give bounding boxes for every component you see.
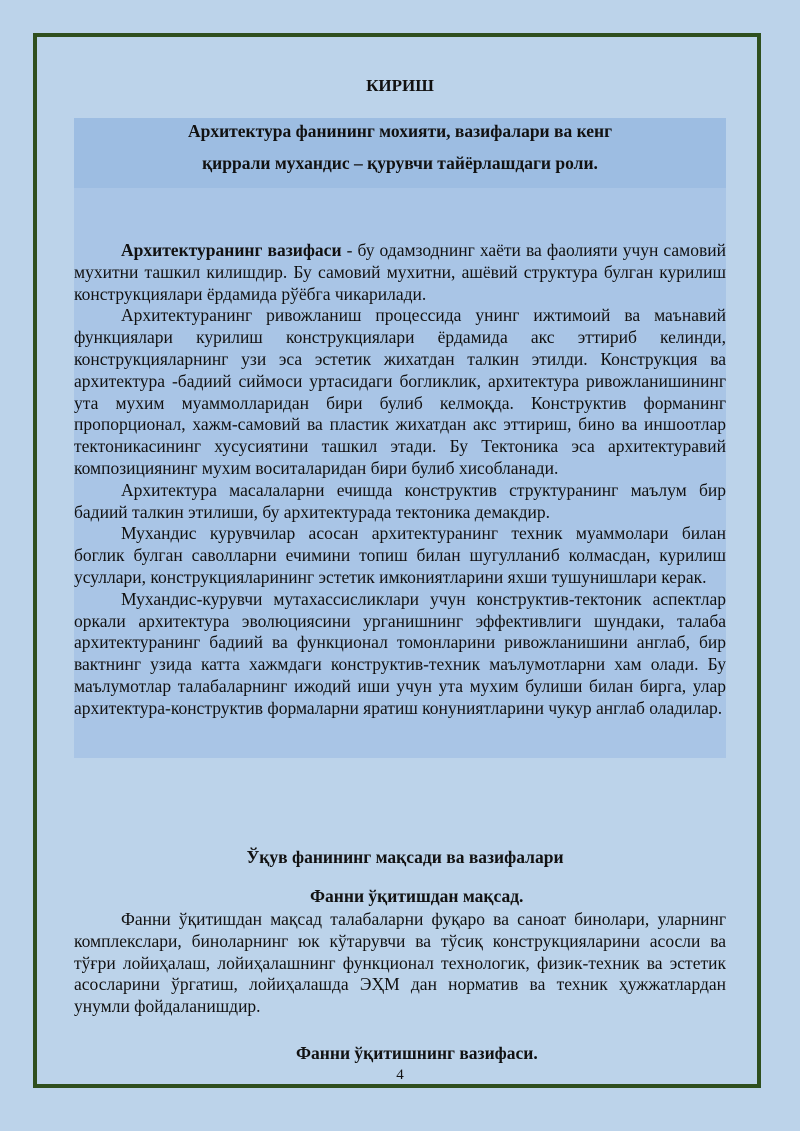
section-heading: Ўқув фанининг мақсади ва вазифалари <box>246 847 564 867</box>
paragraph-2: Архитектуранинг ривожланиш процессида унинг ижтимоий ва маънавий функциялари курилиш конструкциялари ёрдамида акс эттириб келинди, конструкцияларнинг узи эса эстетик жихатдан талкин этилди. Конструкция ва архитектура -бадиий сиймоси уртасидаги богликлик, архитектура ривожланишининг ута мухим муаммолларидан бири булиб келмоқда. Конструктив форманинг пропорционал, хажм-самовий ва пластик жихатдан акс эттириш, бино ва иншоотлар тектоникасининг хусусиятини ташкил этади. Бу Тектоника эса архитектуравий композициянинг мухим воситаларидан бири булиб хисобланади. <box>74 305 726 478</box>
paragraph-5: Мухандис-курувчи мутахассисликлари учун конструктив-тектоник аспектлар оркали архитектура эволюциясини урганишнинг эффективлиги шундаки, талаба архитектуранинг бадиий ва функционал томонларини ривожланишини англаб, бир вактнинг узида катта хажмдаги конструктив-техник маълумотларни хам олади. Бу маълумотлар талабаларнинг ижодий иши учун ута мухим булиши билан бирга, улар архитектура-конструктив формаларни яратиш конуниятларини чукур англаб оладилар. <box>74 588 726 718</box>
paragraph-1-text: - бу одамзоднинг хаёти ва фаолияти учун самовий мухитни ташкил килишдир. Бу самовий мухитни, ашёвий структура булган курилиш конструкциялари ёрдамида рўёбга чикарилади. <box>74 240 726 304</box>
section-subheading-goal: Фанни ўқитишдан мақсад. <box>310 886 524 906</box>
paragraph-1 <box>74 240 726 305</box>
subtitle-line-2: қиррали мухандис – қурувчи тайёрлашдаги роли. <box>202 153 598 173</box>
paragraph-4: Мухандис курувчилар асосан архитектуранинг техник муаммолари билан боглик булган саволларни ечимини топиш билан шугулланиб колмасдан, курилиш усуллари, конструкцияларининг эстетик имкониятларини яхши тушунишлари керак. <box>74 523 726 587</box>
intro-text <box>74 240 726 720</box>
goal-paragraph: Фанни ўқитишдан мақсад талабаларни фуқаро ва саноат бинолари, уларнинг комплекслари, биноларнинг юк кўтарувчи ва тўсиқ конструкцияларини асосли ва тўғри лойиҳалаш, лойиҳалашнинг функционал технологик, физик-техник ва эстетик асосларини ўргатиш, лойиҳалашда ЭҲМ дан норматив ва техник ҳужжатлардан унумли фойдаланишдир. <box>74 909 726 1017</box>
paragraph-3: Архитектура масалаларни ечишда конструктив структуранинг маълум бир бадиий талкин этилиши, бу архитектурада тектоника демакдир. <box>74 479 726 522</box>
page-number: 4 <box>396 1067 404 1083</box>
section-subheading-tasks: Фанни ўқитишнинг вазифаси. <box>296 1043 538 1063</box>
goal-text <box>74 909 726 1018</box>
subtitle-line-1: Архитектура фанининг мохияти, вазифалари ва кенг <box>187 121 613 141</box>
page-title: КИРИШ <box>366 76 434 95</box>
paragraph-1-lead: Архитектуранинг вазифаси <box>121 240 342 260</box>
